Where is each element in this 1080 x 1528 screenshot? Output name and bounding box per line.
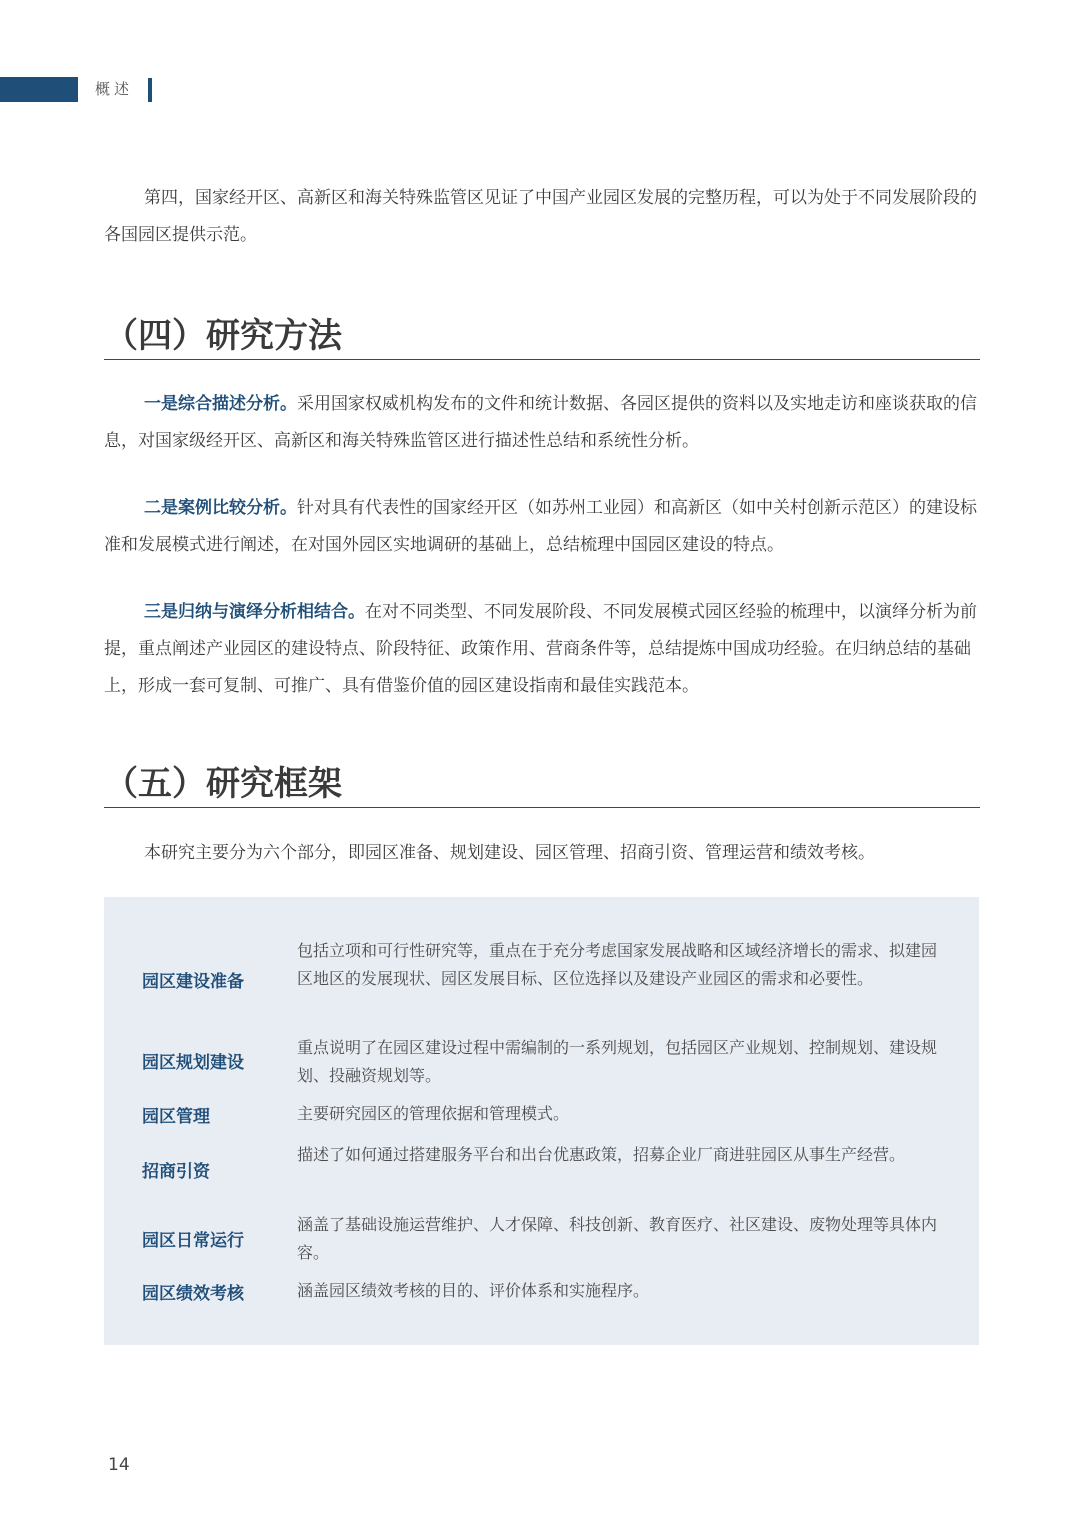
framework-part-name: 园区规划建设: [142, 1053, 244, 1073]
header-accent-bar: [0, 77, 78, 102]
framework-intro: 本研究主要分为六个部分，即园区准备、规划建设、园区管理、招商引资、管理运营和绩效考核。: [144, 843, 875, 863]
header-divider: [148, 78, 152, 102]
page-number: 14: [108, 1455, 130, 1475]
section-rule: [104, 807, 980, 808]
framework-part-desc: 主要研究园区的管理依据和管理模式。: [297, 1104, 570, 1123]
section-title: （五）研究框架: [104, 764, 342, 804]
framework-part-name: 园区建设准备: [142, 972, 244, 992]
framework-part-name: 园区管理: [142, 1107, 210, 1127]
framework-panel: [104, 897, 979, 1345]
section-title: （四）研究方法: [104, 316, 342, 356]
method-paragraph: 二是案例比较分析。针对具有代表性的国家经开区（如苏州工业园）和高新区（如中关村创新示范区）的建设标准和发展模式进行阐述，在对国外园区实地调研的基础上，总结梳理中国园区建设的特点。: [104, 498, 977, 555]
intro-paragraph: 第四，国家经开区、高新区和海关特殊监管区见证了中国产业园区发展的完整历程，可以为处于不同发展阶段的各国园区提供示范。: [104, 188, 977, 245]
framework-part-desc: 描述了如何通过搭建服务平台和出台优惠政策，招募企业厂商进驻园区从事生产经营。: [297, 1145, 906, 1164]
framework-part-desc: 重点说明了在园区建设过程中需编制的一系列规划，包括园区产业规划、控制规划、建设规划、投融资规划等。: [297, 1038, 938, 1085]
framework-part-name: 园区日常运行: [142, 1231, 244, 1251]
framework-part-desc: 涵盖园区绩效考核的目的、评价体系和实施程序。: [297, 1281, 650, 1300]
framework-part-name: 招商引资: [142, 1162, 210, 1182]
framework-part-desc: 涵盖了基础设施运营维护、人才保障、科技创新、教育医疗、社区建设、废物处理等具体内容。: [297, 1215, 938, 1262]
method-paragraph: 三是归纳与演绎分析相结合。在对不同类型、不同发展阶段、不同发展模式园区经验的梳理中，以演绎分析为前提，重点阐述产业园区的建设特点、阶段特征、政策作用、营商条件等，总结提炼中国成功经验。在归纳总结的基础上，形成一套可复制、可推广、具有借鉴价值的园区建设指南和最佳实践范本。: [104, 602, 977, 696]
framework-part-name: 园区绩效考核: [142, 1284, 244, 1304]
section-rule: [104, 359, 980, 360]
framework-part-desc: 包括立项和可行性研究等，重点在于充分考虑国家发展战略和区域经济增长的需求、拟建园区地区的发展现状、园区发展目标、区位选择以及建设产业园区的需求和必要性。: [297, 941, 938, 988]
method-paragraph: 一是综合描述分析。采用国家权威机构发布的文件和统计数据、各园区提供的资料以及实地走访和座谈获取的信息，对国家级经开区、高新区和海关特殊监管区进行描述性总结和系统性分析。: [104, 394, 977, 451]
running-header: 概述: [95, 80, 134, 98]
